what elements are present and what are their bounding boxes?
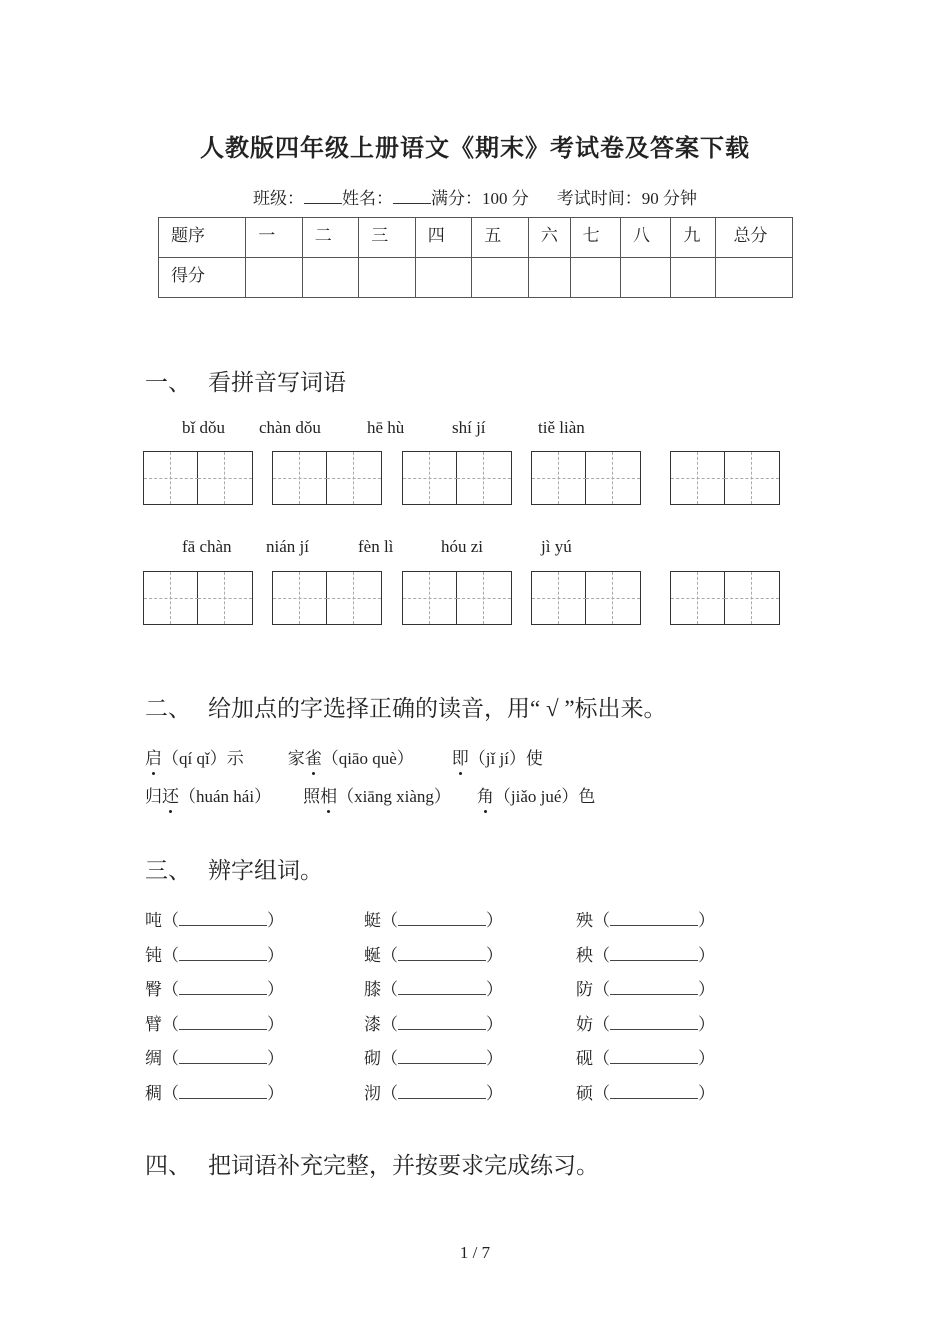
word-group-item: [145, 941, 284, 966]
score-cell[interactable]: [620, 258, 670, 298]
word-group-item: [364, 906, 503, 931]
paren-open: （: [593, 945, 610, 965]
paren-open: （: [593, 1049, 610, 1069]
writing-grid[interactable]: [670, 451, 780, 505]
score-cell[interactable]: [359, 258, 416, 298]
section-2-heading: [145, 690, 667, 723]
header-cell: 三: [359, 218, 416, 258]
score-cell[interactable]: [715, 258, 792, 298]
answer-blank[interactable]: [179, 1084, 267, 1099]
writing-grid[interactable]: [272, 571, 382, 625]
section-title: 看拼音写词语: [208, 370, 346, 395]
class-label: 班级：: [253, 189, 304, 208]
section-number: 四、: [145, 1153, 191, 1178]
base-char: 绸: [145, 1049, 162, 1069]
answer-blank[interactable]: [398, 980, 486, 995]
dotted-char: 相: [320, 782, 337, 807]
paren-close: ）: [267, 1049, 284, 1069]
section-title: 把词语补充完整，并按要求完成练习。: [208, 1153, 599, 1178]
section-number: 二、: [145, 696, 191, 721]
writing-grid[interactable]: [402, 451, 512, 505]
paren-close: ）: [267, 1014, 284, 1034]
pinyin: tiě liàn: [538, 418, 585, 437]
base-char: 妨: [576, 1014, 593, 1034]
answer-blank[interactable]: [398, 946, 486, 961]
paren-close: ）: [698, 911, 715, 930]
reading-item[interactable]: 照相（xiāng xiàng）: [303, 787, 451, 806]
writing-grid[interactable]: [272, 451, 382, 505]
paren-open: （: [162, 911, 179, 930]
score-cell[interactable]: [246, 258, 303, 298]
reading-item[interactable]: 即（jǐ jí）使: [452, 749, 543, 768]
base-char: 臂: [145, 1014, 162, 1034]
paren-close: ）: [486, 1014, 503, 1034]
base-char: 漆: [364, 1014, 381, 1034]
score-cell[interactable]: [472, 258, 529, 298]
score-row-label: 得分: [159, 258, 246, 298]
base-char: 稠: [145, 1084, 162, 1103]
answer-blank[interactable]: [610, 1084, 698, 1099]
paren-open: （: [381, 1014, 398, 1034]
section-3-heading: [145, 852, 323, 885]
base-char: 防: [576, 980, 593, 1000]
answer-blank[interactable]: [398, 1015, 486, 1030]
writing-grid[interactable]: [670, 571, 780, 625]
section-4-heading: [145, 1147, 599, 1180]
score-cell[interactable]: [671, 258, 715, 298]
answer-blank[interactable]: [179, 911, 267, 926]
reading-item[interactable]: 角（jiǎo jué）色: [477, 787, 596, 806]
dotted-char: 启: [145, 744, 162, 769]
score-table: [158, 217, 793, 298]
base-char: 殃: [576, 911, 593, 930]
full-score: 满分：100 分: [431, 189, 529, 208]
word-group-item: [145, 1044, 284, 1069]
exam-time: 考试时间：90 分钟: [556, 189, 697, 208]
word-group-item: [576, 1079, 715, 1104]
word-group-item: [576, 1010, 715, 1035]
score-cell[interactable]: [528, 258, 570, 298]
header-cell: 题序: [159, 218, 246, 258]
word-group-item: [145, 1010, 284, 1035]
word-group-item: [576, 906, 715, 931]
paren-close: ）: [698, 1084, 715, 1103]
paren-open: （: [162, 1084, 179, 1103]
word-group-item: [145, 1079, 284, 1104]
base-char: 吨: [145, 911, 162, 930]
paren-open: （: [593, 911, 610, 930]
base-char: 臀: [145, 980, 162, 1000]
score-cell[interactable]: [415, 258, 472, 298]
answer-blank[interactable]: [179, 1015, 267, 1030]
page-number: 1 / 7: [459, 1243, 491, 1262]
paren-close: ）: [486, 980, 503, 1000]
paren-open: （: [162, 980, 179, 1000]
word-group-item: [576, 941, 715, 966]
word-group-item: [364, 1044, 503, 1069]
pinyin: hóu zi: [441, 537, 484, 556]
pinyin: nián jí: [266, 537, 309, 556]
paren-open: （: [381, 945, 398, 965]
score-table-header: [159, 218, 793, 258]
header-cell: 一: [246, 218, 303, 258]
paren-open: （: [593, 1014, 610, 1034]
header-cell: 总分: [715, 218, 792, 258]
class-blank[interactable]: [304, 189, 342, 204]
paren-close: ）: [698, 1049, 715, 1069]
writing-grid[interactable]: [531, 451, 641, 505]
reading-item[interactable]: 家雀（qiāo què）: [288, 749, 414, 768]
reading-line-1: [145, 744, 543, 769]
section-title: 辨字组词。: [208, 858, 323, 883]
section-title: 给加点的字选择正确的读音，用“ √ ”标出来。: [208, 696, 667, 721]
writing-grid[interactable]: [531, 571, 641, 625]
answer-blank[interactable]: [179, 980, 267, 995]
pinyin: fā chàn: [182, 537, 232, 556]
word-group-item: [576, 975, 715, 1000]
word-group-item: [145, 975, 284, 1000]
answer-blank[interactable]: [610, 946, 698, 961]
pinyin: shí jí: [452, 418, 486, 437]
header-cell: 九: [671, 218, 715, 258]
answer-blank[interactable]: [179, 1049, 267, 1064]
word-group-item: [364, 1079, 503, 1104]
header-cell: 六: [528, 218, 570, 258]
word-group-item: [145, 906, 284, 931]
exam-info: [0, 184, 950, 209]
paren-close: ）: [267, 980, 284, 1000]
answer-blank[interactable]: [398, 911, 486, 926]
base-char: 硕: [576, 1084, 593, 1103]
section-number: 一、: [145, 370, 191, 395]
section-number: 三、: [145, 858, 191, 883]
paren-open: （: [162, 1014, 179, 1034]
header-cell: 八: [620, 218, 670, 258]
reading-line-2: [145, 782, 595, 807]
base-char: 钝: [145, 945, 162, 965]
word-group-item: [364, 975, 503, 1000]
paren-close: ）: [486, 1049, 503, 1069]
base-char: 蜒: [364, 945, 381, 965]
dotted-char: 即: [452, 744, 469, 769]
base-char: 砚: [576, 1049, 593, 1069]
base-char: 沏: [364, 1084, 381, 1103]
paren-open: （: [593, 980, 610, 1000]
answer-blank[interactable]: [610, 911, 698, 926]
pinyin: hē hù: [367, 418, 405, 437]
answer-blank[interactable]: [179, 946, 267, 961]
word-group-item: [364, 941, 503, 966]
paren-open: （: [381, 1049, 398, 1069]
header-cell: 七: [570, 218, 620, 258]
score-cell[interactable]: [570, 258, 620, 298]
word-group-item: [364, 1010, 503, 1035]
answer-blank[interactable]: [610, 980, 698, 995]
paren-open: （: [381, 911, 398, 930]
answer-blank[interactable]: [398, 1084, 486, 1099]
pinyin: jì yú: [541, 537, 572, 556]
dotted-char: 角: [477, 782, 494, 807]
name-label: 姓名：: [342, 189, 393, 208]
dotted-char: 还: [162, 782, 179, 807]
paren-close: ）: [698, 945, 715, 965]
score-table-row: [159, 258, 793, 298]
word-group-item: [576, 1044, 715, 1069]
name-blank[interactable]: [393, 189, 431, 204]
writing-grid[interactable]: [143, 451, 253, 505]
page-title: 人教版四年级上册语文《期末》考试卷及答案下载: [200, 136, 750, 162]
paren-open: （: [593, 1084, 610, 1103]
writing-grid[interactable]: [143, 571, 253, 625]
answer-blank[interactable]: [610, 1015, 698, 1030]
base-char: 膝: [364, 980, 381, 1000]
base-char: 砌: [364, 1049, 381, 1069]
paren-close: ）: [267, 945, 284, 965]
base-char: 蜓: [364, 911, 381, 930]
paren-open: （: [162, 1049, 179, 1069]
paren-close: ）: [267, 1084, 284, 1103]
header-cell: 二: [302, 218, 359, 258]
pinyin: chàn dǒu: [259, 418, 321, 437]
paren-open: （: [162, 945, 179, 965]
paren-close: ）: [486, 911, 503, 930]
writing-grid[interactable]: [402, 571, 512, 625]
reading-item[interactable]: 启（qí qǐ）示: [145, 749, 244, 768]
paren-close: ）: [267, 911, 284, 930]
paren-close: ）: [486, 1084, 503, 1103]
pinyin: fèn lì: [358, 537, 394, 556]
paren-close: ）: [486, 945, 503, 965]
section-1-heading: [145, 364, 346, 397]
base-char: 秧: [576, 945, 593, 965]
header-cell: 四: [415, 218, 472, 258]
pinyin: bǐ dǒu: [182, 418, 225, 437]
answer-blank[interactable]: [398, 1049, 486, 1064]
score-cell[interactable]: [302, 258, 359, 298]
reading-item[interactable]: 归还（huán hái）: [145, 787, 271, 806]
dotted-char: 雀: [305, 744, 322, 769]
paren-open: （: [381, 980, 398, 1000]
paren-close: ）: [698, 980, 715, 1000]
paren-open: （: [381, 1084, 398, 1103]
answer-blank[interactable]: [610, 1049, 698, 1064]
header-cell: 五: [472, 218, 529, 258]
paren-close: ）: [698, 1014, 715, 1034]
